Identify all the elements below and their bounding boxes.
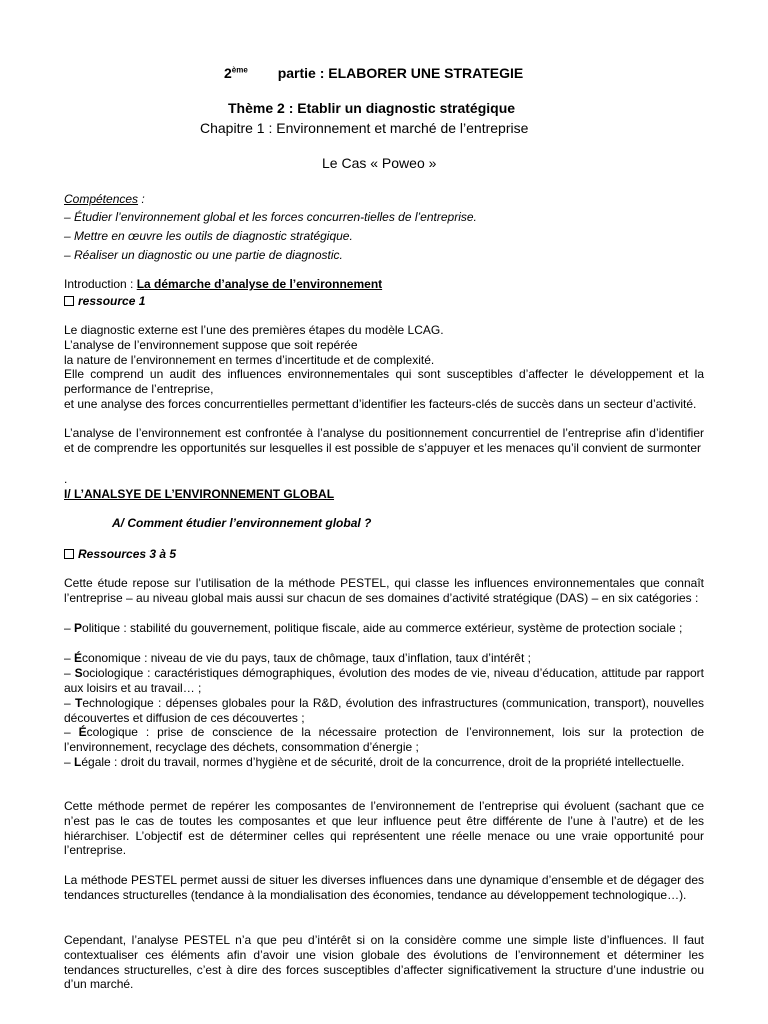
part-heading (224, 66, 523, 80)
pestel-text: echnologique : dépenses globales pour la R&D, évolution des infrastructures (communication, transport), nouvelles découvertes et diffusion de ces découvertes ; (64, 696, 704, 725)
pestel-text: conomique : niveau de vie du pays, taux de chômage, taux d’inflation, taux d’intérêt ; (82, 651, 531, 665)
pestel-text: ociologique : caractéristiques démographiques, évolution des modes de vie, niveau d’éducation, attitude par rapport aux loisirs et au travail… ; (64, 666, 704, 695)
resources-3-5-label: Ressources 3 à 5 (78, 547, 177, 561)
pestel-letter: L (74, 755, 82, 769)
pestel-dash: – (64, 666, 75, 680)
intro-paragraph-2: et une analyse des forces concurrentielles permettant d’identifier les facteurs-clés de succès dans un secteur d’activité. (64, 397, 697, 411)
competences-colon: : (138, 192, 145, 206)
pestel-item-ecologique (64, 725, 704, 755)
paragraph-cependant: Cependant, l’analyse PESTEL n’a que peu d’intérêt si on la considère comme une simple liste d’influences. Il faut contextualiser ces éléments afin d’avoir une vision globale des évolutions de l’environnement et déterminer les tendances structurelles, c’est à dire des forces susceptibles d’affecter significativement la structure d’une industrie ou d’un marché. (64, 933, 704, 992)
pestel-item-technologique (64, 696, 704, 726)
introduction-heading (64, 277, 382, 291)
pestel-item-sociologique (64, 666, 704, 696)
pestel-item-legale (64, 755, 704, 770)
intro-line: la nature de l’environnement en termes d’incertitude et de complexité. (64, 353, 435, 367)
intro-line: Le diagnostic externe est l’une des premières étapes du modèle LCAG. (64, 323, 444, 337)
competences-label: Compétences (64, 192, 139, 206)
pestel-intro: Cette étude repose sur l’utilisation de la méthode PESTEL, qui classe les influences environnementales que connaît l’entreprise – au niveau global mais aussi sur chacun de ses domaines d’activité stratégique (DAS) – en six catégories : (64, 576, 704, 605)
competences-heading (64, 192, 145, 206)
checkbox-icon (64, 549, 74, 559)
part-title: partie : ELABORER UNE STRATEGIE (277, 65, 524, 81)
intro-paragraph-1: Elle comprend un audit des influences environnementales qui sont susceptibles d’affecter le développement et la performance de l’entreprise, (64, 367, 704, 396)
competence-item: – Mettre en œuvre les outils de diagnostic stratégique. (64, 229, 353, 243)
pestel-text: olitique : stabilité du gouvernement, politique fiscale, aide au commerce extérieur, système de protection sociale ; (82, 621, 683, 635)
pestel-item-politique (64, 621, 704, 636)
part-superscript: ème (231, 65, 248, 75)
pestel-dash: – (64, 725, 79, 739)
pestel-letter: É (78, 725, 87, 739)
competence-item: – Étudier l’environnement global et les forces concurren-tielles de l’entreprise. (64, 210, 477, 224)
pestel-item-economique (64, 651, 704, 666)
intro-paragraph-3: L’analyse de l’environnement est confrontée à l’analyse du positionnement concurrentiel de l’entreprise afin d’identifier et de comprendre les opportunités sur lesquelles il est possible de s’appuyer et les menaces qu’il convient de surmonter (64, 426, 704, 455)
checkbox-icon (64, 296, 74, 306)
pestel-text: cologique : prise de conscience de la nécessaire protection de l’environnement, lois sur la protection de l’environnement, recyclage des déchets, consommation d’énergie ; (64, 725, 704, 754)
case-title: Le Cas « Poweo » (322, 155, 437, 171)
theme-title: Thème 2 : Etablir un diagnostic stratégique (228, 100, 516, 116)
part-number: 2 (224, 65, 232, 81)
introduction-title: La démarche d’analyse de l’environnement (136, 277, 383, 291)
paragraph-dynamique: La méthode PESTEL permet aussi de situer les diverses influences dans une dynamique d’ensemble et de dégager des tendances structurelles (tendance à la mondialisation des économies, tendance au développement technologique…). (64, 873, 704, 902)
introduction-prefix: Introduction : (64, 277, 137, 291)
pestel-dash: – (64, 621, 75, 635)
pestel-letter: S (74, 666, 83, 680)
chapter-title: Chapitre 1 : Environnement et marché de l’entreprise (200, 120, 529, 136)
pestel-letter: P (74, 621, 83, 635)
pestel-letter: T (74, 696, 83, 710)
pestel-dash: – (64, 755, 75, 769)
intro-dot: . (64, 472, 68, 486)
competence-item: – Réaliser un diagnostic ou une partie de diagnostic. (64, 248, 343, 262)
pestel-dash: – (64, 651, 75, 665)
resource-1-label: ressource 1 (78, 294, 146, 308)
resources-3-5 (64, 547, 176, 561)
pestel-text: égale : droit du travail, normes d’hygiène et de sécurité, droit de la concurrence, droit de la propriété intellectuelle. (81, 755, 685, 769)
section-1a-title: A/ Comment étudier l’environnement global ? (112, 516, 372, 530)
resource-1 (64, 294, 145, 308)
intro-line: L’analyse de l’environnement suppose que soit repérée (64, 338, 358, 352)
section-1-title: I/ L’ANALSYE DE L’ENVIRONNEMENT GLOBAL (64, 487, 335, 501)
paragraph-repere: Cette méthode permet de repérer les composantes de l’environnement de l’entreprise qui évoluent (sachant que ce n’est pas le cas de toutes les composantes et que leur influence peut être différente de l’une à l’autre) et de les hiérarchiser. L’objectif est de déterminer celles qui représentent une réelle menace ou une vraie opportunité pour l’entreprise. (64, 799, 704, 858)
pestel-letter: É (74, 651, 83, 665)
pestel-dash: – (64, 696, 75, 710)
